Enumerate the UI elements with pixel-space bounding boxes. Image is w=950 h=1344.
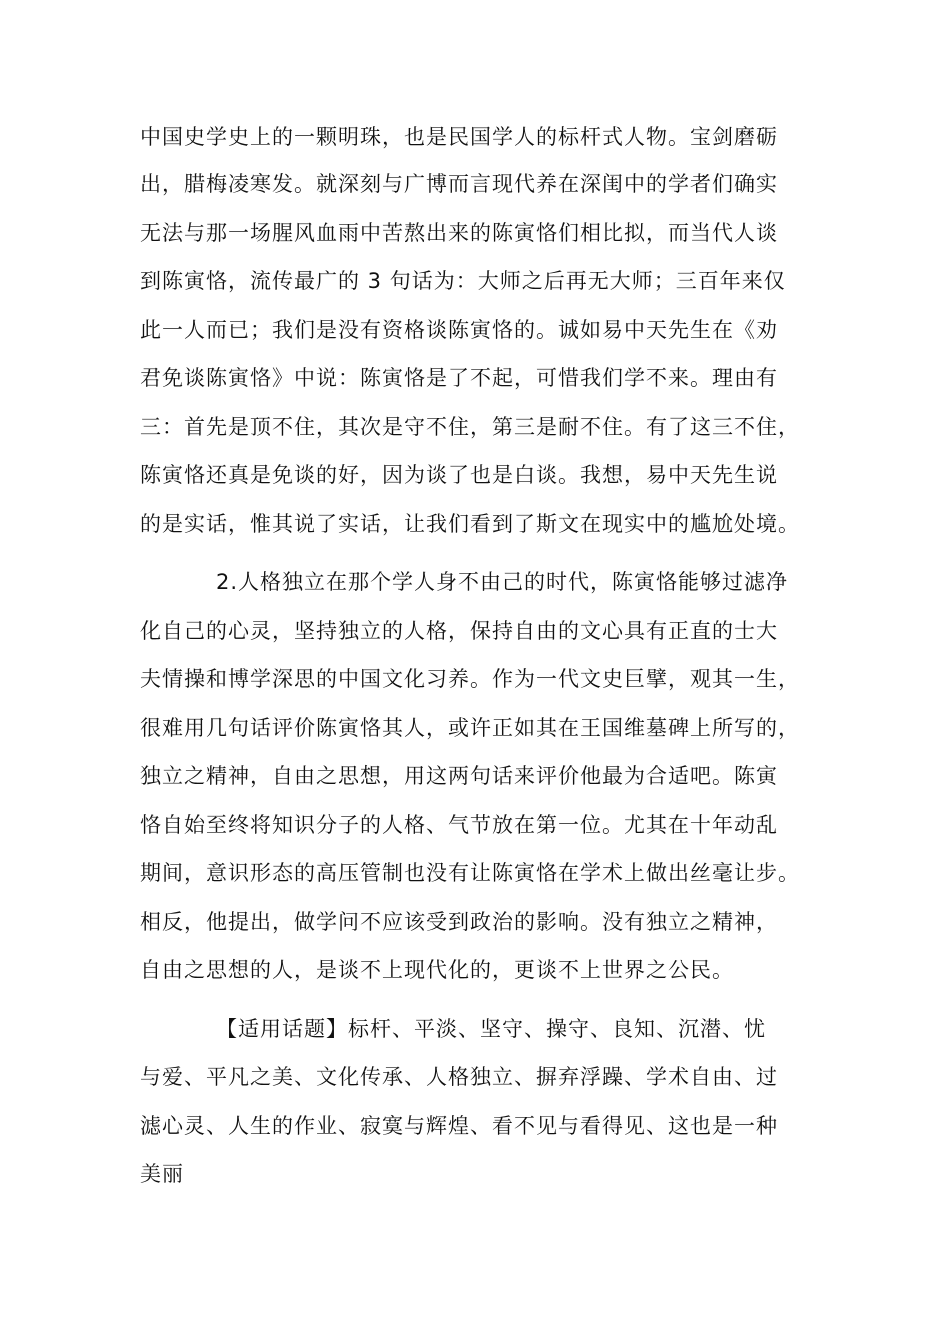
text-line: 相反，他提出，做学问不应该受到政治的影响。没有独立之精神， (140, 910, 778, 934)
text-line: 陈寅恪还真是免谈的好，因为谈了也是白谈。我想，易中天先生说 (140, 463, 778, 487)
text-line: 的是实话，惟其说了实话，让我们看到了斯文在现实中的尴尬处境。 (140, 512, 800, 536)
text-line: 独立之精神，自由之思想，用这两句话来评价他最为合适吧。陈寅 (140, 764, 778, 788)
text-line: 出，腊梅凌寒发。就深刻与广博而言现代养在深闺中的学者们确实 (140, 172, 778, 196)
text-line: 与爱、平凡之美、文化传承、人格独立、摒弃浮躁、学术自由、过 (140, 1065, 778, 1089)
text-line: 君免谈陈寅恪》中说：陈寅恪是了不起，可惜我们学不来。理由有 (140, 366, 778, 390)
text-line: 中国史学史上的一颗明珠，也是民国学人的标杆式人物。宝剑磨砺 (140, 125, 778, 149)
text-line: 夫情操和博学深思的中国文化习养。作为一代文史巨擘，观其一生， (140, 667, 800, 691)
section-heading-line: 2.人格独立在那个学人身不由己的时代，陈寅恪能够过滤净 (216, 570, 789, 594)
text-line: 滤心灵、人生的作业、寂寞与辉煌、看不见与看得见、这也是一种 (140, 1114, 778, 1138)
text-line: 化自己的心灵，坚持独立的人格，保持自由的文心具有正直的士大 (140, 619, 778, 643)
text-line: 此一人而已；我们是没有资格谈陈寅恪的。诚如易中天先生在《劝 (140, 318, 778, 342)
text-line: 期间，意识形态的高压管制也没有让陈寅恪在学术上做出丝毫让步。 (140, 861, 800, 885)
text-line: 恪自始至终将知识分子的人格、气节放在第一位。尤其在十年动乱 (140, 813, 778, 837)
text-line: 很难用几句话评价陈寅恪其人，或许正如其在王国维墓碑上所写的， (140, 716, 800, 740)
text-line: 到陈寅恪，流传最广的 3 句话为：大师之后再无大师；三百年来仅 (140, 269, 786, 293)
text-line: 无法与那一场腥风血雨中苦熬出来的陈寅恪们相比拟，而当代人谈 (140, 221, 778, 245)
text-line: 美丽 (140, 1162, 184, 1186)
text-line: 三：首先是顶不住，其次是守不住，第三是耐不住。有了这三不住， (140, 415, 800, 439)
topics-heading-line: 【适用话题】标杆、平淡、坚守、操守、良知、沉潜、忧 (216, 1017, 766, 1041)
text-line: 自由之思想的人，是谈不上现代化的，更谈不上世界之公民。 (140, 958, 734, 982)
